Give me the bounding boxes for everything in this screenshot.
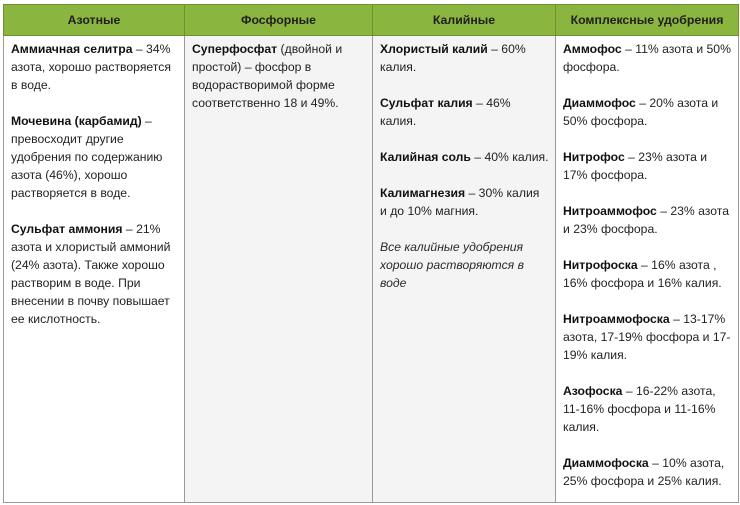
fertilizer-entry bbox=[192, 40, 366, 112]
fertilizer-name: Калимагнезия bbox=[380, 186, 466, 200]
fertilizer-desc: – 20% азота и 50% фосфора. bbox=[563, 96, 719, 128]
nitrogen-cell bbox=[4, 36, 185, 503]
fertilizer-entry bbox=[563, 94, 732, 130]
fertilizer-entry bbox=[563, 40, 732, 76]
fertilizer-desc: – 30% калия и до 10% магния. bbox=[380, 186, 540, 218]
fertilizer-desc: – 11% азота и 50% фосфора. bbox=[563, 42, 731, 74]
fertilizer-entry bbox=[563, 454, 732, 490]
fertilizer-desc: – 16% азота , 16% фосфора и 16% калия. bbox=[563, 258, 722, 290]
header-complex: Комплексные удобрения bbox=[556, 5, 739, 36]
fertilizer-desc: – 10% азота, 25% фосфора и 25% калия. bbox=[563, 456, 725, 488]
fertilizer-entry bbox=[380, 184, 549, 220]
fertilizer-entry bbox=[11, 40, 178, 94]
fertilizer-entry bbox=[563, 202, 732, 238]
fertilizer-name: Мочевина (карбамид) bbox=[11, 114, 142, 128]
fertilizer-name: Аммофос bbox=[563, 42, 622, 56]
fertilizer-name: Аммиачная селитра bbox=[11, 42, 133, 56]
potassium-cell bbox=[373, 36, 556, 503]
fertilizer-entry bbox=[563, 148, 732, 184]
fertilizer-desc: – 23% азота и 17% фосфора. bbox=[563, 150, 708, 182]
fertilizer-entry bbox=[563, 382, 732, 436]
header-row bbox=[4, 5, 739, 36]
phosphorus-cell bbox=[185, 36, 373, 503]
fertilizer-entry bbox=[563, 256, 732, 292]
fertilizer-table bbox=[3, 4, 739, 503]
fertilizer-desc: – превосходит другие удобрения по содержанию азота (46%), хорошо растворяется в воде. bbox=[11, 114, 163, 200]
fertilizer-name: Калийная соль bbox=[380, 150, 471, 164]
content-row bbox=[4, 36, 739, 503]
fertilizer-entry bbox=[380, 148, 549, 166]
potassium-note: Все калийные удобрения хорошо растворяются в воде bbox=[380, 240, 524, 290]
fertilizer-desc: – 21% азота и хлористый аммоний (24% азота). Также хорошо растворим в воде. При внесении в почву повышает ее кислотность. bbox=[11, 222, 171, 326]
fertilizer-entry bbox=[11, 112, 178, 202]
fertilizer-entry bbox=[380, 94, 549, 130]
fertilizer-desc: (двойной и простой) – фосфор в водорастворимой форме соответственно 18 и 49%. bbox=[192, 42, 343, 110]
fertilizer-name: Нитрофоска bbox=[563, 258, 638, 272]
fertilizer-name: Азофоска bbox=[563, 384, 623, 398]
fertilizer-desc: – 16-22% азота, 11-16% фосфора и 11-16% калия. bbox=[563, 384, 716, 434]
fertilizer-name: Суперфосфат bbox=[192, 42, 278, 56]
fertilizer-desc: – 40% калия. bbox=[470, 150, 549, 164]
fertilizer-name: Нитроаммофоска bbox=[563, 312, 670, 326]
fertilizer-name: Диаммофоска bbox=[563, 456, 649, 470]
fertilizer-desc: – 60% калия. bbox=[380, 42, 526, 74]
fertilizer-desc: – 46% калия. bbox=[380, 96, 511, 128]
fertilizer-name: Диаммофос bbox=[563, 96, 636, 110]
fertilizer-name: Нитрофос bbox=[563, 150, 625, 164]
fertilizer-desc: – 34% азота, хорошо растворяется в воде. bbox=[11, 42, 171, 92]
fertilizer-name: Хлористый калий bbox=[380, 42, 488, 56]
fertilizer-entry bbox=[380, 40, 549, 76]
header-potassium: Калийные bbox=[373, 5, 556, 36]
fertilizer-desc: – 13-17% азота, 17-19% фосфора и 17-19% калия. bbox=[563, 312, 731, 362]
fertilizer-name: Нитроаммофос bbox=[563, 204, 657, 218]
fertilizer-desc: – 23% азота и 23% фосфора. bbox=[563, 204, 729, 236]
fertilizer-entry bbox=[11, 220, 178, 328]
fertilizer-entry bbox=[563, 310, 732, 364]
fertilizer-name: Сульфат аммония bbox=[11, 222, 123, 236]
fertilizer-name: Сульфат калия bbox=[380, 96, 473, 110]
complex-cell bbox=[556, 36, 739, 503]
header-phosphorus: Фосфорные bbox=[185, 5, 373, 36]
header-nitrogen: Азотные bbox=[4, 5, 185, 36]
